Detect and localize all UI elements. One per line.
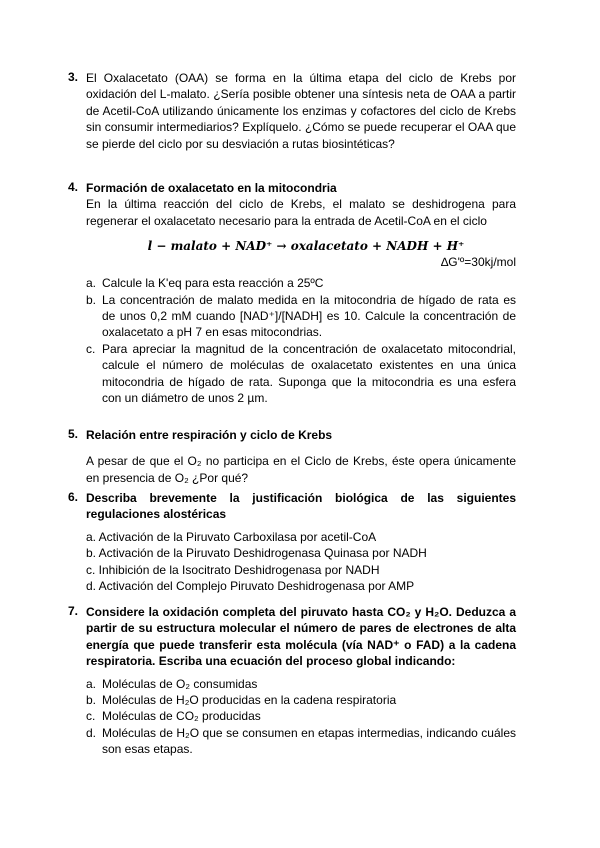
list-item: b. Activación de la Piruvato Deshidrogenasa Quinasa por NADH	[86, 546, 427, 561]
question-6	[68, 490, 516, 594]
question-5	[68, 427, 516, 486]
question-7	[68, 604, 516, 758]
question-title: Relación entre respiración y ciclo de Krebs	[86, 428, 333, 442]
question-intro: En la última reacción del ciclo de Krebs, el malato se deshidrogena para regenerar el oxalacetato necesario para la entrada de Acetil-CoA en el ciclo	[86, 197, 516, 228]
delta-g-value: ∆G'º=30kj/mol	[440, 255, 516, 270]
question-title: Formación de oxalacetato en la mitocondria	[86, 181, 337, 195]
list-item	[86, 676, 516, 692]
item-text: Calcule la K'eq para esta reacción a 25ºC	[102, 276, 324, 291]
item-label: b.	[86, 693, 97, 708]
item-text: La concentración de malato medida en la mitocondria de hígado de rata es de unos 0,2 mM cuando [NAD⁺]/[NADH] es 10. Calcule la concentración de oxalacetato a pH 7 en esas mitocondrias.	[102, 292, 516, 340]
question-number: 7.	[68, 604, 79, 618]
list-item: a. Activación de la Piruvato Carboxilasa por acetil-CoA	[86, 529, 377, 544]
list-item	[86, 692, 516, 708]
item-text: Moléculas de H₂O que se consumen en etapas intermedias, indicando cuáles son esas etapas.	[102, 725, 516, 757]
question-title: Considere la oxidación completa del piruvato hasta CO₂ y H₂O. Deduzca a partir de su estructura molecular el número de pares de electrones de alta energía que puede transferir esta molécula (vía NAD⁺ o FAD) a la cadena respiratoria. Escriba una ecuación del proceso global indicando:	[86, 605, 516, 669]
item-label: a.	[86, 676, 97, 691]
item-text: Para apreciar la magnitud de la concentración de oxalacetato mitocondrial, calcule el número de moléculas de oxalacetato existentes en una única mitocondria de hígado de rata. Suponga que la mitocondria es una esfera con un diámetro de unos 2 µm.	[102, 341, 516, 406]
list-item: c. Inhibición de la Isocitrato Deshidrogenasa por NADH	[86, 562, 380, 577]
list-item	[86, 292, 516, 341]
question-number: 3.	[68, 70, 79, 84]
item-label: b.	[86, 292, 97, 307]
list-item	[86, 275, 516, 291]
item-label: a.	[86, 276, 97, 291]
question-text: El Oxalacetato (OAA) se forma en la última etapa del ciclo de Krebs por oxidación del L-malato. ¿Sería posible obtener una síntesis neta de OAA a partir de Acetil-CoA utilizando únicamente los enzimas y cofactores del ciclo de Krebs sin consumir intermediarios? Explíquelo. ¿Cómo se puede recuperar el OAA que se pierde del ciclo por su desviación a rutas biosintéticas?	[86, 71, 516, 151]
item-text: Moléculas de H₂O producidas en la cadena respiratoria	[102, 693, 397, 708]
question-4	[68, 180, 516, 406]
item-label: c.	[86, 709, 96, 724]
list-item	[86, 708, 516, 724]
list-item: d. Activación del Complejo Piruvato Deshidrogenasa por AMP	[86, 579, 415, 594]
question-3	[68, 70, 516, 152]
item-text: Moléculas de CO₂ producidas	[102, 709, 261, 724]
reaction-equation: l − malato + NAD⁺ → oxalacetato + NADH + H⁺	[147, 239, 465, 254]
question-text: A pesar de que el O₂ no participa en el Ciclo de Krebs, éste opera únicamente en presencia de O₂ ¿Por qué?	[86, 454, 516, 485]
item-label: c.	[86, 341, 96, 356]
item-label: d.	[86, 725, 97, 740]
question-title: Describa brevemente la justificación biológica de las siguientes regulaciones alostéricas	[86, 491, 516, 522]
question-number: 4.	[68, 180, 79, 194]
list-item	[86, 725, 516, 758]
list-item	[86, 341, 516, 407]
question-number: 6.	[68, 490, 79, 504]
item-text: Moléculas de O₂ consumidas	[102, 676, 258, 691]
question-number: 5.	[68, 427, 79, 441]
